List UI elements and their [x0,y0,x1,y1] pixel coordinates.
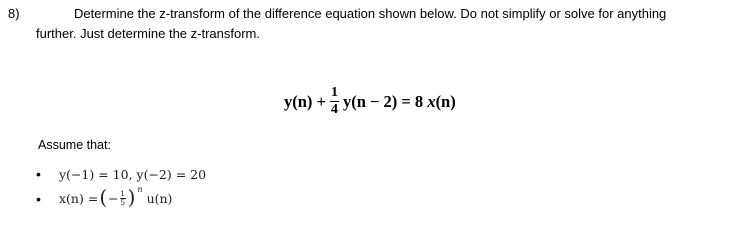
difference-equation [284,86,456,117]
fraction-denominator: 4 [330,102,338,117]
small-fraction-denominator: 5 [120,197,125,207]
input-fraction-one-fifth [120,190,126,207]
question-number: 8) [8,6,20,21]
equation-fraction-one-quarter [330,86,339,117]
equation-rhs-arg: (n) [435,91,456,111]
close-paren: ) [127,185,136,209]
small-fraction-numerator: 1 [120,188,125,198]
minus-sign: − [108,190,119,206]
unit-step: u(n) [146,190,173,206]
exponent-n: n [137,184,143,194]
bullet-icon: • [36,191,41,207]
initial-conditions: y(−1) = 10, y(−2) = 20 [59,167,207,182]
input-signal-definition [59,184,173,209]
question-text-line-2: further. Just determine the z-transform. [36,26,260,41]
equation-rhs-x: x [427,91,436,111]
equation-term-y-n: y(n) + [284,91,326,111]
open-paren: ( [99,185,108,209]
fraction-numerator: 1 [330,85,338,100]
bullet-icon: • [36,166,41,182]
assume-label: Assume that: [38,138,111,152]
equation-term-y-n-minus-2: y(n − 2) = 8 [342,91,424,111]
question-text-line-1: Determine the z-transform of the difference equation shown below. Do not simplify or solve for anything [74,6,667,21]
input-lhs: x(n) = [59,190,99,206]
